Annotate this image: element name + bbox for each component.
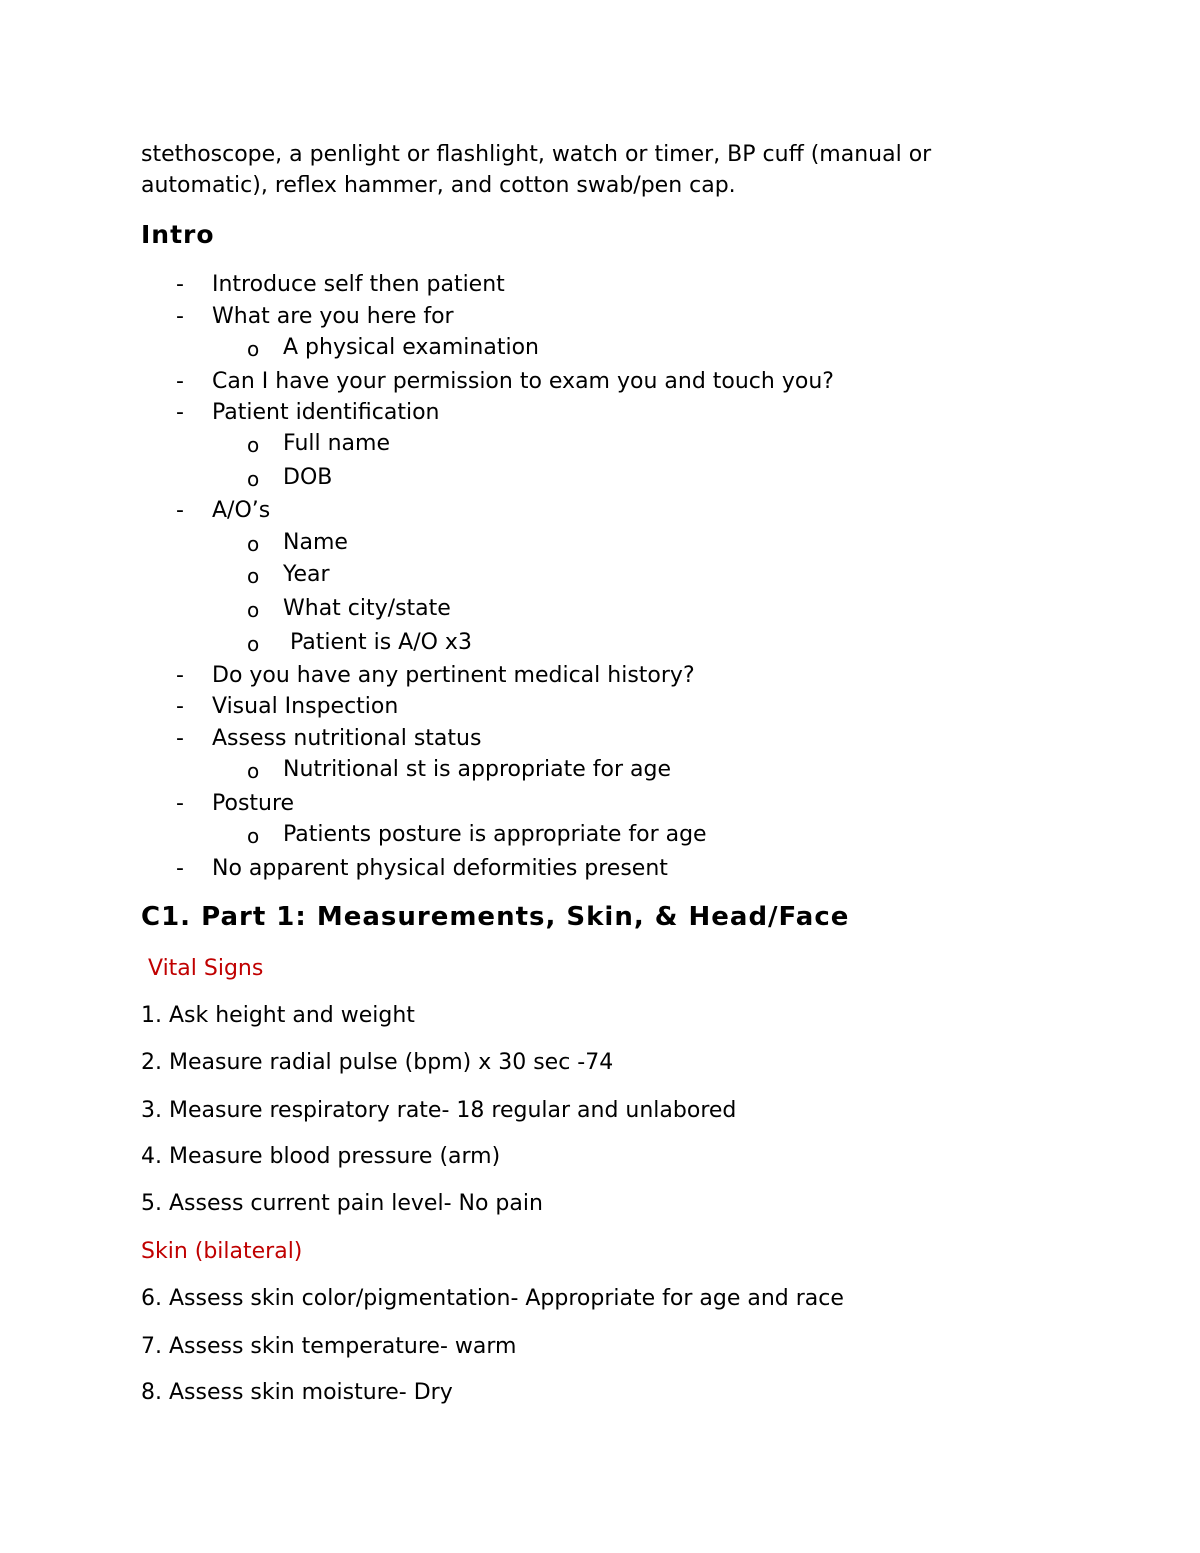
dash-bullet: - [176,272,184,297]
list-item-text: Introduce self then patient [212,272,505,297]
list-item-text: What are you here for [212,304,454,329]
list-item-text: No apparent physical deformities present [212,856,668,881]
dash-bullet: - [176,726,184,751]
list-item-text: Do you have any pertinent medical history? [212,663,695,688]
dash-bullet: - [176,498,184,523]
list-item-text: Posture [212,791,295,816]
vital-signs-subheading: Vital Signs [148,956,264,981]
list-item-text: Assess nutritional status [212,726,482,751]
list-item: 3. Measure respiratory rate- 18 regular and unlabored [141,1098,737,1123]
list-item-text: Patients posture is appropriate for age [283,822,707,847]
list-item-text: A/O’s [212,498,271,523]
dash-bullet: - [176,400,184,425]
equipment-paragraph-line-1: stethoscope, a penlight or flashlight, watch or timer, BP cuff (manual or [141,142,932,167]
dash-bullet: - [176,369,184,394]
list-item-text: Patient is A/O x3 [283,630,472,655]
intro-heading: Intro [141,220,215,249]
list-item-text: Can I have your permission to exam you and touch you? [212,369,834,394]
circle-bullet: o [247,564,260,588]
list-item-text: Year [283,562,330,587]
circle-bullet: o [247,467,260,491]
list-item: 5. Assess current pain level- No pain [141,1191,543,1216]
dash-bullet: - [176,791,184,816]
list-item: 7. Assess skin temperature- warm [141,1334,517,1359]
list-item-text: Visual Inspection [212,694,399,719]
dash-bullet: - [176,663,184,688]
list-item: 1. Ask height and weight [141,1003,415,1028]
dash-bullet: - [176,694,184,719]
dash-bullet: - [176,304,184,329]
circle-bullet: o [247,433,260,457]
list-item: 4. Measure blood pressure (arm) [141,1144,501,1169]
part1-heading: C1. Part 1: Measurements, Skin, & Head/Face [141,902,850,932]
list-item: 8. Assess skin moisture- Dry [141,1380,453,1405]
list-item-text: What city/state [283,596,451,621]
list-item-text: Name [283,530,348,555]
list-item: 6. Assess skin color/pigmentation- Appropriate for age and race [141,1286,844,1311]
list-item-text: DOB [283,465,333,490]
list-item-text: A physical examination [283,335,539,360]
circle-bullet: o [247,532,260,556]
dash-bullet: - [176,856,184,881]
circle-bullet: o [247,337,260,361]
equipment-paragraph-line-2: automatic), reflex hammer, and cotton swab/pen cap. [141,173,736,198]
circle-bullet: o [247,632,260,656]
list-item-text: Patient identification [212,400,440,425]
skin-subheading: Skin (bilateral) [141,1239,303,1264]
circle-bullet: o [247,598,260,622]
list-item-text: Full name [283,431,391,456]
list-item: 2. Measure radial pulse (bpm) x 30 sec -74 [141,1050,614,1075]
circle-bullet: o [247,824,260,848]
list-item-text: Nutritional st is appropriate for age [283,757,671,782]
circle-bullet: o [247,759,260,783]
